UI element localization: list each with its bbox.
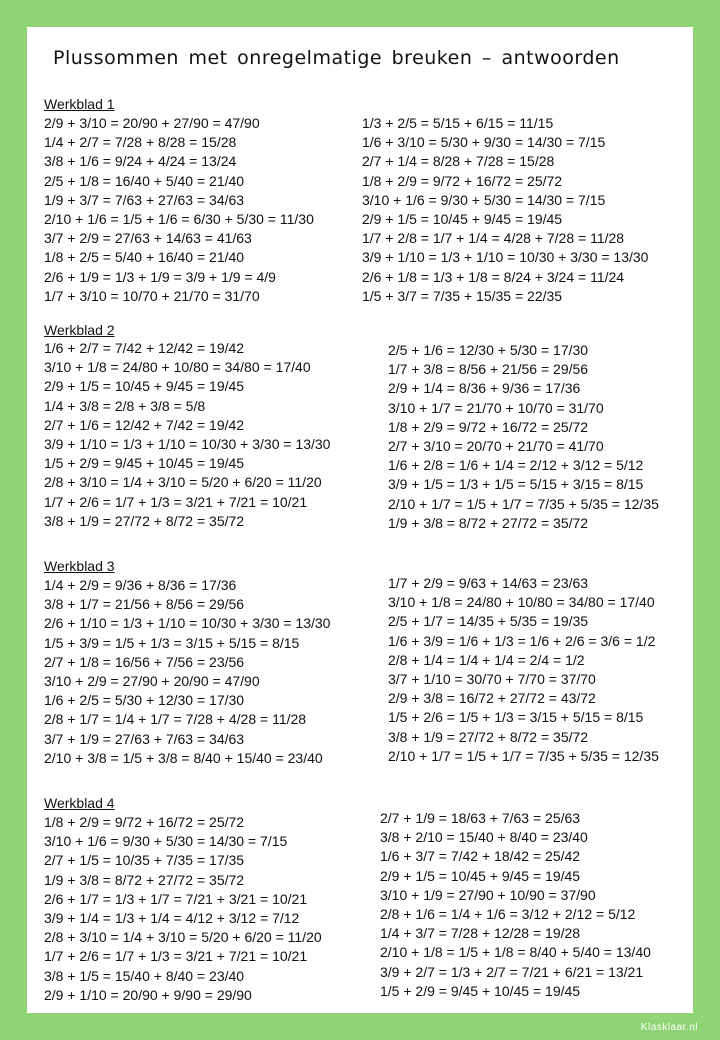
answer-line: 1/6 + 3/7 = 7/42 + 18/42 = 25/42 bbox=[380, 848, 581, 865]
answer-line: 2/8 + 1/7 = 1/4 + 1/7 = 7/28 + 4/28 = 11/28 bbox=[44, 711, 307, 728]
worksheet-page bbox=[27, 27, 693, 1013]
answer-line: 1/5 + 2/9 = 9/45 + 10/45 = 19/45 bbox=[380, 982, 581, 999]
answer-line: 1/6 + 3/10 = 5/30 + 9/30 = 14/30 = 7/15 bbox=[362, 134, 606, 151]
answer-line: 2/7 + 1/8 = 16/56 + 7/56 = 23/56 bbox=[44, 653, 245, 670]
answer-line: 2/9 + 1/10 = 20/90 + 9/90 = 29/90 bbox=[44, 986, 252, 1003]
worksheet-1-heading: Werkblad 1 bbox=[44, 96, 115, 112]
answer-line: 3/10 + 1/9 = 27/90 + 10/90 = 37/90 bbox=[380, 886, 596, 903]
worksheet-4-right-column bbox=[380, 809, 651, 1001]
answer-line: 1/3 + 2/5 = 5/15 + 6/15 = 11/15 bbox=[362, 115, 554, 131]
answer-line: 1/5 + 2/9 = 9/45 + 10/45 = 19/45 bbox=[44, 455, 245, 472]
worksheet-1-right-column bbox=[362, 114, 648, 306]
answer-line: 1/6 + 2/5 = 5/30 + 12/30 = 17/30 bbox=[44, 692, 245, 709]
answer-line: 1/4 + 2/9 = 9/36 + 8/36 = 17/36 bbox=[44, 577, 237, 593]
answer-line: 3/10 + 1/6 = 9/30 + 5/30 = 14/30 = 7/15 bbox=[362, 191, 606, 208]
answer-line: 2/8 + 1/6 = 1/4 + 1/6 = 3/12 + 2/12 = 5/12 bbox=[380, 906, 636, 923]
answer-line: 1/5 + 2/6 = 1/5 + 1/3 = 3/15 + 5/15 = 8/15 bbox=[388, 709, 644, 726]
answer-line: 3/10 + 1/8 = 24/80 + 10/80 = 34/80 = 17/40 bbox=[44, 359, 311, 376]
answer-line: 1/6 + 3/9 = 1/6 + 1/3 = 1/6 + 2/6 = 3/6 = 1/2 bbox=[388, 632, 656, 649]
answer-line: 1/8 + 2/9 = 9/72 + 16/72 = 25/72 bbox=[44, 814, 245, 830]
answer-line: 1/7 + 3/10 = 10/70 + 21/70 = 31/70 bbox=[44, 287, 260, 304]
answer-line: 3/10 + 1/7 = 21/70 + 10/70 = 31/70 bbox=[388, 399, 604, 416]
answer-line: 1/9 + 3/8 = 8/72 + 27/72 = 35/72 bbox=[388, 514, 589, 531]
answer-line: 3/7 + 1/9 = 27/63 + 7/63 = 34/63 bbox=[44, 730, 245, 747]
answer-line: 2/6 + 1/9 = 1/3 + 1/9 = 3/9 + 1/9 = 4/9 bbox=[44, 268, 276, 285]
answer-line: 2/9 + 1/5 = 10/45 + 9/45 = 19/45 bbox=[44, 378, 245, 395]
answer-line: 2/9 + 1/5 = 10/45 + 9/45 = 19/45 bbox=[362, 211, 563, 228]
answer-line: 1/8 + 2/9 = 9/72 + 16/72 = 25/72 bbox=[388, 418, 589, 435]
answer-line: 3/10 + 1/6 = 9/30 + 5/30 = 14/30 = 7/15 bbox=[44, 833, 288, 850]
answer-line: 2/5 + 1/7 = 14/35 + 5/35 = 19/35 bbox=[388, 613, 589, 630]
answer-line: 2/9 + 1/4 = 8/36 + 9/36 = 17/36 bbox=[388, 380, 581, 397]
worksheet-3-right-column bbox=[388, 574, 659, 766]
answer-line: 1/8 + 2/9 = 9/72 + 16/72 = 25/72 bbox=[362, 172, 563, 189]
answer-line: 1/4 + 3/8 = 2/8 + 3/8 = 5/8 bbox=[44, 397, 206, 414]
answer-line: 3/9 + 1/10 = 1/3 + 1/10 = 10/30 + 3/30 = 13/30 bbox=[362, 249, 649, 266]
worksheet-1-left-column bbox=[44, 114, 314, 306]
page-title: Plussommen met onregelmatige breuken – antwoorden bbox=[53, 47, 620, 69]
answer-line: 2/7 + 3/10 = 20/70 + 21/70 = 41/70 bbox=[388, 438, 604, 455]
answer-line: 2/9 + 3/10 = 20/90 + 27/90 = 47/90 bbox=[44, 115, 260, 131]
answer-line: 2/10 + 1/7 = 1/5 + 1/7 = 7/35 + 5/35 = 12/35 bbox=[388, 747, 659, 764]
answer-line: 1/9 + 3/7 = 7/63 + 27/63 = 34/63 bbox=[44, 191, 245, 208]
footer-brand: Klasklaar.nl bbox=[640, 1022, 698, 1033]
worksheet-2-heading: Werkblad 2 bbox=[44, 322, 115, 338]
answer-line: 2/6 + 1/10 = 1/3 + 1/10 = 10/30 + 3/30 = 13/30 bbox=[44, 615, 331, 632]
answer-line: 1/7 + 2/9 = 9/63 + 14/63 = 23/63 bbox=[388, 575, 589, 591]
answer-line: 2/5 + 1/8 = 16/40 + 5/40 = 21/40 bbox=[44, 172, 245, 189]
answer-line: 2/6 + 1/7 = 1/3 + 1/7 = 7/21 + 3/21 = 10/21 bbox=[44, 890, 308, 907]
answer-line: 2/9 + 3/8 = 16/72 + 27/72 = 43/72 bbox=[388, 690, 596, 707]
answer-line: 1/7 + 2/8 = 1/7 + 1/4 = 4/28 + 7/28 = 11/28 bbox=[362, 230, 625, 247]
answer-line: 3/9 + 2/7 = 1/3 + 2/7 = 7/21 + 6/21 = 13/21 bbox=[380, 963, 644, 980]
answer-line: 2/10 + 3/8 = 1/5 + 3/8 = 8/40 + 15/40 = 23/40 bbox=[44, 749, 323, 766]
worksheet-4-heading: Werkblad 4 bbox=[44, 795, 115, 811]
answer-line: 2/5 + 1/6 = 12/30 + 5/30 = 17/30 bbox=[388, 342, 589, 358]
answer-line: 3/8 + 1/6 = 9/24 + 4/24 = 13/24 bbox=[44, 153, 237, 170]
answer-line: 1/5 + 3/9 = 1/5 + 1/3 = 3/15 + 5/15 = 8/15 bbox=[44, 634, 300, 651]
worksheet-2-left-column bbox=[44, 339, 330, 531]
answer-line: 2/7 + 1/9 = 18/63 + 7/63 = 25/63 bbox=[380, 810, 581, 826]
worksheet-3-heading: Werkblad 3 bbox=[44, 558, 115, 574]
answer-line: 3/8 + 1/9 = 27/72 + 8/72 = 35/72 bbox=[44, 512, 245, 529]
worksheet-2-right-column bbox=[388, 341, 659, 533]
answer-line: 2/10 + 1/8 = 1/5 + 1/8 = 8/40 + 5/40 = 13/40 bbox=[380, 944, 651, 961]
answer-line: 2/8 + 3/10 = 1/4 + 3/10 = 5/20 + 6/20 = 11/20 bbox=[44, 474, 322, 491]
answer-line: 3/8 + 2/10 = 15/40 + 8/40 = 23/40 bbox=[380, 829, 588, 846]
answer-line: 3/8 + 1/9 = 27/72 + 8/72 = 35/72 bbox=[388, 728, 589, 745]
answer-line: 2/10 + 1/7 = 1/5 + 1/7 = 7/35 + 5/35 = 12/35 bbox=[388, 495, 659, 512]
answer-line: 1/9 + 3/8 = 8/72 + 27/72 = 35/72 bbox=[44, 871, 245, 888]
answer-line: 2/6 + 1/8 = 1/3 + 1/8 = 8/24 + 3/24 = 11/24 bbox=[362, 268, 625, 285]
answer-line: 3/7 + 2/9 = 27/63 + 14/63 = 41/63 bbox=[44, 230, 252, 247]
answer-line: 3/8 + 1/5 = 15/40 + 8/40 = 23/40 bbox=[44, 967, 245, 984]
answer-line: 3/10 + 2/9 = 27/90 + 20/90 = 47/90 bbox=[44, 673, 260, 690]
answer-line: 1/7 + 2/6 = 1/7 + 1/3 = 3/21 + 7/21 = 10/21 bbox=[44, 948, 308, 965]
answer-line: 2/9 + 1/5 = 10/45 + 9/45 = 19/45 bbox=[380, 867, 581, 884]
answer-line: 2/7 + 1/6 = 12/42 + 7/42 = 19/42 bbox=[44, 416, 245, 433]
answer-line: 1/6 + 2/7 = 7/42 + 12/42 = 19/42 bbox=[44, 340, 245, 356]
answer-line: 3/8 + 1/7 = 21/56 + 8/56 = 29/56 bbox=[44, 596, 245, 613]
answer-line: 2/10 + 1/6 = 1/5 + 1/6 = 6/30 + 5/30 = 11/30 bbox=[44, 211, 314, 228]
answer-line: 3/9 + 1/4 = 1/3 + 1/4 = 4/12 + 3/12 = 7/12 bbox=[44, 910, 300, 927]
answer-line: 1/4 + 2/7 = 7/28 + 8/28 = 15/28 bbox=[44, 134, 237, 151]
worksheet-3-left-column bbox=[44, 576, 330, 768]
answer-line: 2/8 + 3/10 = 1/4 + 3/10 = 5/20 + 6/20 = 11/20 bbox=[44, 929, 322, 946]
answer-line: 3/10 + 1/8 = 24/80 + 10/80 = 34/80 = 17/40 bbox=[388, 594, 655, 611]
answer-line: 3/9 + 1/10 = 1/3 + 1/10 = 10/30 + 3/30 = 13/30 bbox=[44, 436, 331, 453]
worksheet-4-left-column bbox=[44, 813, 322, 1005]
answer-line: 1/8 + 2/5 = 5/40 + 16/40 = 21/40 bbox=[44, 249, 245, 266]
answer-line: 2/8 + 1/4 = 1/4 + 1/4 = 2/4 = 1/2 bbox=[388, 651, 585, 668]
answer-line: 3/7 + 1/10 = 30/70 + 7/70 = 37/70 bbox=[388, 671, 596, 688]
answer-line: 1/5 + 3/7 = 7/35 + 15/35 = 22/35 bbox=[362, 287, 563, 304]
answer-line: 1/7 + 3/8 = 8/56 + 21/56 = 29/56 bbox=[388, 361, 589, 378]
answer-line: 1/6 + 2/8 = 1/6 + 1/4 = 2/12 + 3/12 = 5/12 bbox=[388, 457, 644, 474]
answer-line: 3/9 + 1/5 = 1/3 + 1/5 = 5/15 + 3/15 = 8/15 bbox=[388, 476, 644, 493]
answer-line: 1/4 + 3/7 = 7/28 + 12/28 = 19/28 bbox=[380, 925, 581, 942]
answer-line: 2/7 + 1/4 = 8/28 + 7/28 = 15/28 bbox=[362, 153, 555, 170]
answer-line: 1/7 + 2/6 = 1/7 + 1/3 = 3/21 + 7/21 = 10/21 bbox=[44, 493, 308, 510]
answer-line: 2/7 + 1/5 = 10/35 + 7/35 = 17/35 bbox=[44, 852, 245, 869]
